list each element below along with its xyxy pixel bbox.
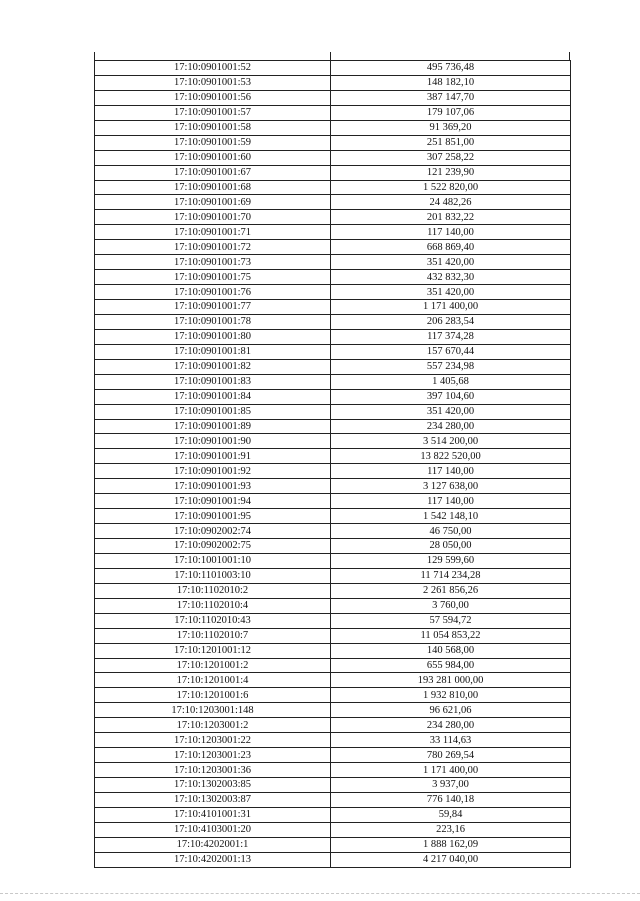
cadastral-number-cell: 17:10:0901001:70 [95, 210, 331, 225]
table-row [95, 270, 571, 285]
cadastral-number-cell: 17:10:1102010:2 [95, 583, 331, 598]
cadastral-value-cell: 351 420,00 [331, 404, 571, 419]
table-row [95, 165, 571, 180]
cadastral-value-cell: 117 374,28 [331, 329, 571, 344]
table-row [95, 583, 571, 598]
cadastral-value-cell: 1 888 162,09 [331, 837, 571, 852]
cadastral-number-cell: 17:10:0901001:75 [95, 270, 331, 285]
table-row [95, 389, 571, 404]
table-row [95, 643, 571, 658]
cadastral-value-cell: 3 127 638,00 [331, 479, 571, 494]
table-row [95, 807, 571, 822]
cadastral-number-cell: 17:10:0901001:56 [95, 90, 331, 105]
cadastral-number-cell: 17:10:0901001:91 [95, 449, 331, 464]
table-row [95, 240, 571, 255]
table-row [95, 150, 571, 165]
cadastral-value-cell: 11 714 234,28 [331, 568, 571, 583]
cadastral-value-cell: 157 670,44 [331, 344, 571, 359]
cadastral-value-cell: 1 522 820,00 [331, 180, 571, 195]
cadastral-number-cell: 17:10:1201001:12 [95, 643, 331, 658]
cadastral-number-cell: 17:10:1102010:7 [95, 628, 331, 643]
table-row [95, 120, 571, 135]
table-row [95, 718, 571, 733]
cadastral-number-cell: 17:10:0901001:82 [95, 359, 331, 374]
cadastral-value-cell: 387 147,70 [331, 90, 571, 105]
cadastral-number-cell: 17:10:1302003:85 [95, 778, 331, 793]
cadastral-value-cell: 234 280,00 [331, 718, 571, 733]
cadastral-number-cell: 17:10:0901001:77 [95, 300, 331, 315]
cadastral-number-cell: 17:10:0901001:81 [95, 344, 331, 359]
cadastral-number-cell: 17:10:1201001:4 [95, 673, 331, 688]
cadastral-value-cell: 234 280,00 [331, 419, 571, 434]
table-row [95, 688, 571, 703]
table-row [95, 673, 571, 688]
cadastral-number-cell: 17:10:0901001:53 [95, 75, 331, 90]
cadastral-number-cell: 17:10:1203001:23 [95, 748, 331, 763]
cadastral-number-cell: 17:10:1102010:4 [95, 598, 331, 613]
cadastral-value-cell: 96 621,06 [331, 703, 571, 718]
cadastral-value-cell: 1 171 400,00 [331, 763, 571, 778]
cadastral-number-cell: 17:10:0902002:74 [95, 524, 331, 539]
cadastral-number-cell: 17:10:4202001:13 [95, 852, 331, 867]
cadastral-number-cell: 17:10:1203001:148 [95, 703, 331, 718]
cadastral-value-cell: 11 054 853,22 [331, 628, 571, 643]
table-row [95, 434, 571, 449]
table-row [95, 359, 571, 374]
table-row [95, 792, 571, 807]
cadastral-value-cell: 117 140,00 [331, 225, 571, 240]
cadastral-value-cell: 46 750,00 [331, 524, 571, 539]
table-row [95, 494, 571, 509]
cadastral-value-cell: 24 482,26 [331, 195, 571, 210]
cadastral-value-cell: 251 851,00 [331, 135, 571, 150]
table-row [95, 852, 571, 867]
cadastral-number-cell: 17:10:1101003:10 [95, 568, 331, 583]
cadastral-number-cell: 17:10:0901001:52 [95, 61, 331, 76]
table-row [95, 344, 571, 359]
table-top-border-right [569, 52, 570, 60]
cadastral-number-cell: 17:10:0901001:80 [95, 329, 331, 344]
cadastral-number-cell: 17:10:1203001:36 [95, 763, 331, 778]
table-row [95, 613, 571, 628]
cadastral-number-cell: 17:10:0901001:76 [95, 285, 331, 300]
table-row [95, 763, 571, 778]
table-row [95, 778, 571, 793]
cadastral-number-cell: 17:10:0901001:68 [95, 180, 331, 195]
cadastral-value-cell: 28 050,00 [331, 539, 571, 554]
cadastral-number-cell: 17:10:0901001:67 [95, 165, 331, 180]
cadastral-number-cell: 17:10:0901001:73 [95, 255, 331, 270]
table-top-border-middle [330, 52, 331, 60]
cadastral-value-cell: 121 239,90 [331, 165, 571, 180]
cadastral-value-cell: 206 283,54 [331, 314, 571, 329]
table-row [95, 748, 571, 763]
cadastral-value-cell: 495 736,48 [331, 61, 571, 76]
table-row [95, 479, 571, 494]
cadastral-value-cell: 117 140,00 [331, 464, 571, 479]
cadastral-number-cell: 17:10:0901001:94 [95, 494, 331, 509]
cadastral-value-cell: 432 832,30 [331, 270, 571, 285]
table-row [95, 553, 571, 568]
table-row [95, 210, 571, 225]
cadastral-value-cell: 33 114,63 [331, 733, 571, 748]
cadastral-number-cell: 17:10:0901001:84 [95, 389, 331, 404]
cadastral-number-cell: 17:10:1302003:87 [95, 792, 331, 807]
cadastral-value-cell: 2 261 856,26 [331, 583, 571, 598]
table-row [95, 524, 571, 539]
cadastral-value-cell: 780 269,54 [331, 748, 571, 763]
cadastral-number-cell: 17:10:0901001:95 [95, 509, 331, 524]
cadastral-number-cell: 17:10:0901001:78 [95, 314, 331, 329]
table-row [95, 285, 571, 300]
table-row [95, 539, 571, 554]
cadastral-value-cell: 307 258,22 [331, 150, 571, 165]
cadastral-number-cell: 17:10:0901001:71 [95, 225, 331, 240]
table-row [95, 90, 571, 105]
cadastral-number-cell: 17:10:1201001:6 [95, 688, 331, 703]
table-row [95, 300, 571, 315]
table-row [95, 180, 571, 195]
table-row [95, 61, 571, 76]
cadastral-value-cell: 1 171 400,00 [331, 300, 571, 315]
cadastral-value-cell: 3 760,00 [331, 598, 571, 613]
cadastral-number-cell: 17:10:1201001:2 [95, 658, 331, 673]
table-row [95, 449, 571, 464]
cadastral-value-cell: 351 420,00 [331, 285, 571, 300]
table-row [95, 225, 571, 240]
cadastral-value-cell: 13 822 520,00 [331, 449, 571, 464]
table-row [95, 733, 571, 748]
table-row [95, 509, 571, 524]
table-row [95, 195, 571, 210]
cadastral-value-cell: 3 514 200,00 [331, 434, 571, 449]
cadastral-value-cell: 3 937,00 [331, 778, 571, 793]
cadastral-value-cell: 397 104,60 [331, 389, 571, 404]
cadastral-number-cell: 17:10:1203001:22 [95, 733, 331, 748]
cadastral-value-cell: 91 369,20 [331, 120, 571, 135]
table-row [95, 628, 571, 643]
table-body [95, 61, 571, 868]
table-row [95, 837, 571, 852]
table-row [95, 404, 571, 419]
cadastral-value-cell: 201 832,22 [331, 210, 571, 225]
cadastral-value-cell: 655 984,00 [331, 658, 571, 673]
cadastral-value-cell: 59,84 [331, 807, 571, 822]
cadastral-number-cell: 17:10:0901001:90 [95, 434, 331, 449]
page-bottom-edge [0, 893, 640, 894]
cadastral-value-cell: 179 107,06 [331, 105, 571, 120]
cadastral-number-cell: 17:10:1203001:2 [95, 718, 331, 733]
cadastral-number-cell: 17:10:0901001:59 [95, 135, 331, 150]
table-row [95, 703, 571, 718]
table-row [95, 598, 571, 613]
table-row [95, 75, 571, 90]
cadastral-number-cell: 17:10:0901001:85 [95, 404, 331, 419]
cadastral-value-cell: 668 869,40 [331, 240, 571, 255]
table-row [95, 135, 571, 150]
cadastral-number-cell: 17:10:0901001:83 [95, 374, 331, 389]
cadastral-value-cell: 557 234,98 [331, 359, 571, 374]
table-row [95, 374, 571, 389]
cadastral-value-cell: 351 420,00 [331, 255, 571, 270]
cadastral-value-cell: 1 542 148,10 [331, 509, 571, 524]
cadastral-value-cell: 129 599,60 [331, 553, 571, 568]
table-row [95, 314, 571, 329]
cadastral-value-cell: 148 182,10 [331, 75, 571, 90]
cadastral-number-cell: 17:10:4103001:20 [95, 822, 331, 837]
cadastral-value-cell: 776 140,18 [331, 792, 571, 807]
cadastral-number-cell: 17:10:0901001:89 [95, 419, 331, 434]
cadastral-value-cell: 140 568,00 [331, 643, 571, 658]
cadastral-value-cell: 117 140,00 [331, 494, 571, 509]
cadastral-number-cell: 17:10:0901001:72 [95, 240, 331, 255]
cadastral-value-cell: 1 405,68 [331, 374, 571, 389]
cadastral-number-cell: 17:10:0901001:60 [95, 150, 331, 165]
cadastral-number-cell: 17:10:0901001:92 [95, 464, 331, 479]
cadastral-value-cell: 1 932 810,00 [331, 688, 571, 703]
cadastral-value-cell: 4 217 040,00 [331, 852, 571, 867]
table-row [95, 329, 571, 344]
table-row [95, 419, 571, 434]
cadastral-number-cell: 17:10:1102010:43 [95, 613, 331, 628]
table-top-border-left [94, 52, 95, 60]
cadastral-number-cell: 17:10:0901001:58 [95, 120, 331, 135]
cadastral-number-cell: 17:10:0901001:93 [95, 479, 331, 494]
cadastral-value-table [94, 60, 571, 868]
table-row [95, 822, 571, 837]
table-row [95, 105, 571, 120]
cadastral-value-cell: 57 594,72 [331, 613, 571, 628]
cadastral-value-cell: 223,16 [331, 822, 571, 837]
table-row [95, 464, 571, 479]
table-row [95, 658, 571, 673]
table-row [95, 568, 571, 583]
cadastral-number-cell: 17:10:0901001:69 [95, 195, 331, 210]
cadastral-number-cell: 17:10:0902002:75 [95, 539, 331, 554]
cadastral-number-cell: 17:10:4202001:1 [95, 837, 331, 852]
cadastral-number-cell: 17:10:1001001:10 [95, 553, 331, 568]
cadastral-number-cell: 17:10:4101001:31 [95, 807, 331, 822]
table-row [95, 255, 571, 270]
cadastral-value-cell: 193 281 000,00 [331, 673, 571, 688]
cadastral-number-cell: 17:10:0901001:57 [95, 105, 331, 120]
